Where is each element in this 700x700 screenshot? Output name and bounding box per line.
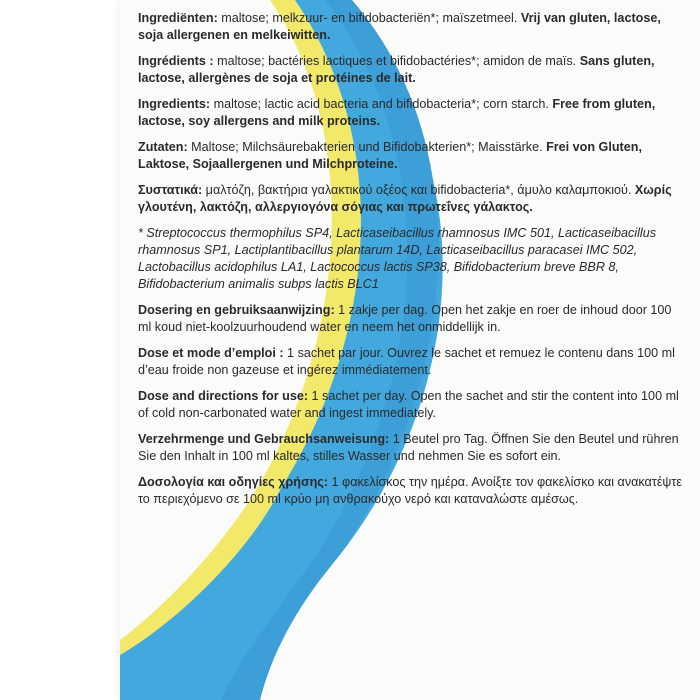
ingredients-fr bbox=[138, 53, 683, 87]
dosage-fr bbox=[138, 345, 683, 379]
ingredients-nl bbox=[138, 10, 683, 44]
ingredients-de-text: Maltose; Milchsäurebakterien und Bifidobakterien*; Maisstärke. bbox=[187, 140, 547, 154]
dosage-el-text: 1 φακελίσκος την ημέρα. Ανοίξτε τον φακελίσκο και ανακατέψτε το περιεχόμενο σε 100 ml κρύο μη ανθρακούχο νερό και καταναλώστε αμέσως. bbox=[138, 475, 682, 506]
dosage-de bbox=[138, 431, 683, 465]
dosage-nl-label: Dosering en gebruiksaanwijzing: bbox=[138, 303, 335, 317]
dosage-nl-text: 1 zakje per dag. Open het zakje en roer de inhoud door 100 ml koud niet-koolzuurhoudend water en neem het onmiddellijk in. bbox=[138, 303, 672, 334]
ingredients-el-label: Συστατικά: bbox=[138, 183, 203, 197]
ingredients-el-text: μαλτόζη, βακτήρια γαλακτικού οξέος και bifidobacteria*, άμυλο καλαμποκιού. bbox=[202, 183, 635, 197]
ingredients-el bbox=[138, 182, 683, 216]
ingredients-en bbox=[138, 96, 683, 130]
ingredients-de-label: Zutaten: bbox=[138, 140, 188, 154]
dosage-fr-text: 1 sachet par jour. Ouvrez le sachet et remuez le contenu dans 100 ml d’eau froide non gazeuse et ingérez immédiatement. bbox=[138, 346, 675, 377]
ingredients-fr-allergens: Sans gluten, lactose, allergènes de soja et protéines de lait. bbox=[138, 54, 655, 85]
ingredients-en-label: Ingredients: bbox=[138, 97, 211, 111]
dosage-fr-label: Dose et mode d’emploi : bbox=[138, 346, 284, 360]
ingredients-nl-label: Ingrediënten: bbox=[138, 11, 218, 25]
ingredients-fr-label: Ingrédients : bbox=[138, 54, 214, 68]
dosage-de-text: 1 Beutel pro Tag. Öffnen Sie den Beutel und rühren Sie den Inhalt in 100 ml kaltes, stilles Wasser und nehmen Sie es sofort ein. bbox=[138, 432, 679, 463]
dosage-nl bbox=[138, 302, 683, 336]
dosage-de-label: Verzehrmenge und Gebrauchsanweisung: bbox=[138, 432, 390, 446]
ingredients-fr-text: maltose; bactéries lactiques et bifidobactéries*; amidon de maïs. bbox=[213, 54, 580, 68]
dosage-el bbox=[138, 474, 683, 508]
ingredients-en-allergens: Free from gluten, lactose, soy allergens and milk proteins. bbox=[138, 97, 656, 128]
bacterial-strains-footnote: * Streptococcus thermophilus SP4, Lacticaseibacillus rhamnosus IMC 501, Lacticaseibacillus rhamnosus SP1, Lactiplantibacillus plantarum 14D, Lacticaseibacillus paracasei IMC 502, Lactobacillus acidophilus LA1, Lactococcus lactis SP38, Bifidobacterium breve BBR 8, Bifidobacterium animalis subps lactis BLC1 bbox=[138, 226, 656, 291]
ingredients-nl-text: maltose; melkzuur- en bifidobacteriën*; maïszetmeel. bbox=[217, 11, 521, 25]
dosage-en-label: Dose and directions for use: bbox=[138, 389, 309, 403]
ingredients-en-text: maltose; lactic acid bacteria and bifidobacteria*; corn starch. bbox=[210, 97, 553, 111]
dosage-el-label: Δοσολογία και οδηγίες χρήσης: bbox=[138, 475, 329, 489]
ingredients-de-allergens: Frei von Gluten, Laktose, Sojaallergenen und Milchproteine. bbox=[138, 140, 642, 171]
package-panel bbox=[120, 0, 700, 700]
label-text bbox=[138, 10, 683, 517]
dosage-en bbox=[138, 388, 683, 422]
ingredients-de bbox=[138, 139, 683, 173]
dosage-en-text: 1 sachet per day. Open the sachet and stir the content into 100 ml of cold non-carbonated water and ingest immediately. bbox=[138, 389, 679, 420]
ingredients-el-allergens: Χωρίς γλουτένη, λακτόζη, αλλεργιογόνα σόγιας και πρωτεΐνες γάλακτος. bbox=[138, 183, 672, 214]
ingredients-nl-allergens: Vrij van gluten, lactose, soja allergenen en melkeiwitten. bbox=[138, 11, 661, 42]
